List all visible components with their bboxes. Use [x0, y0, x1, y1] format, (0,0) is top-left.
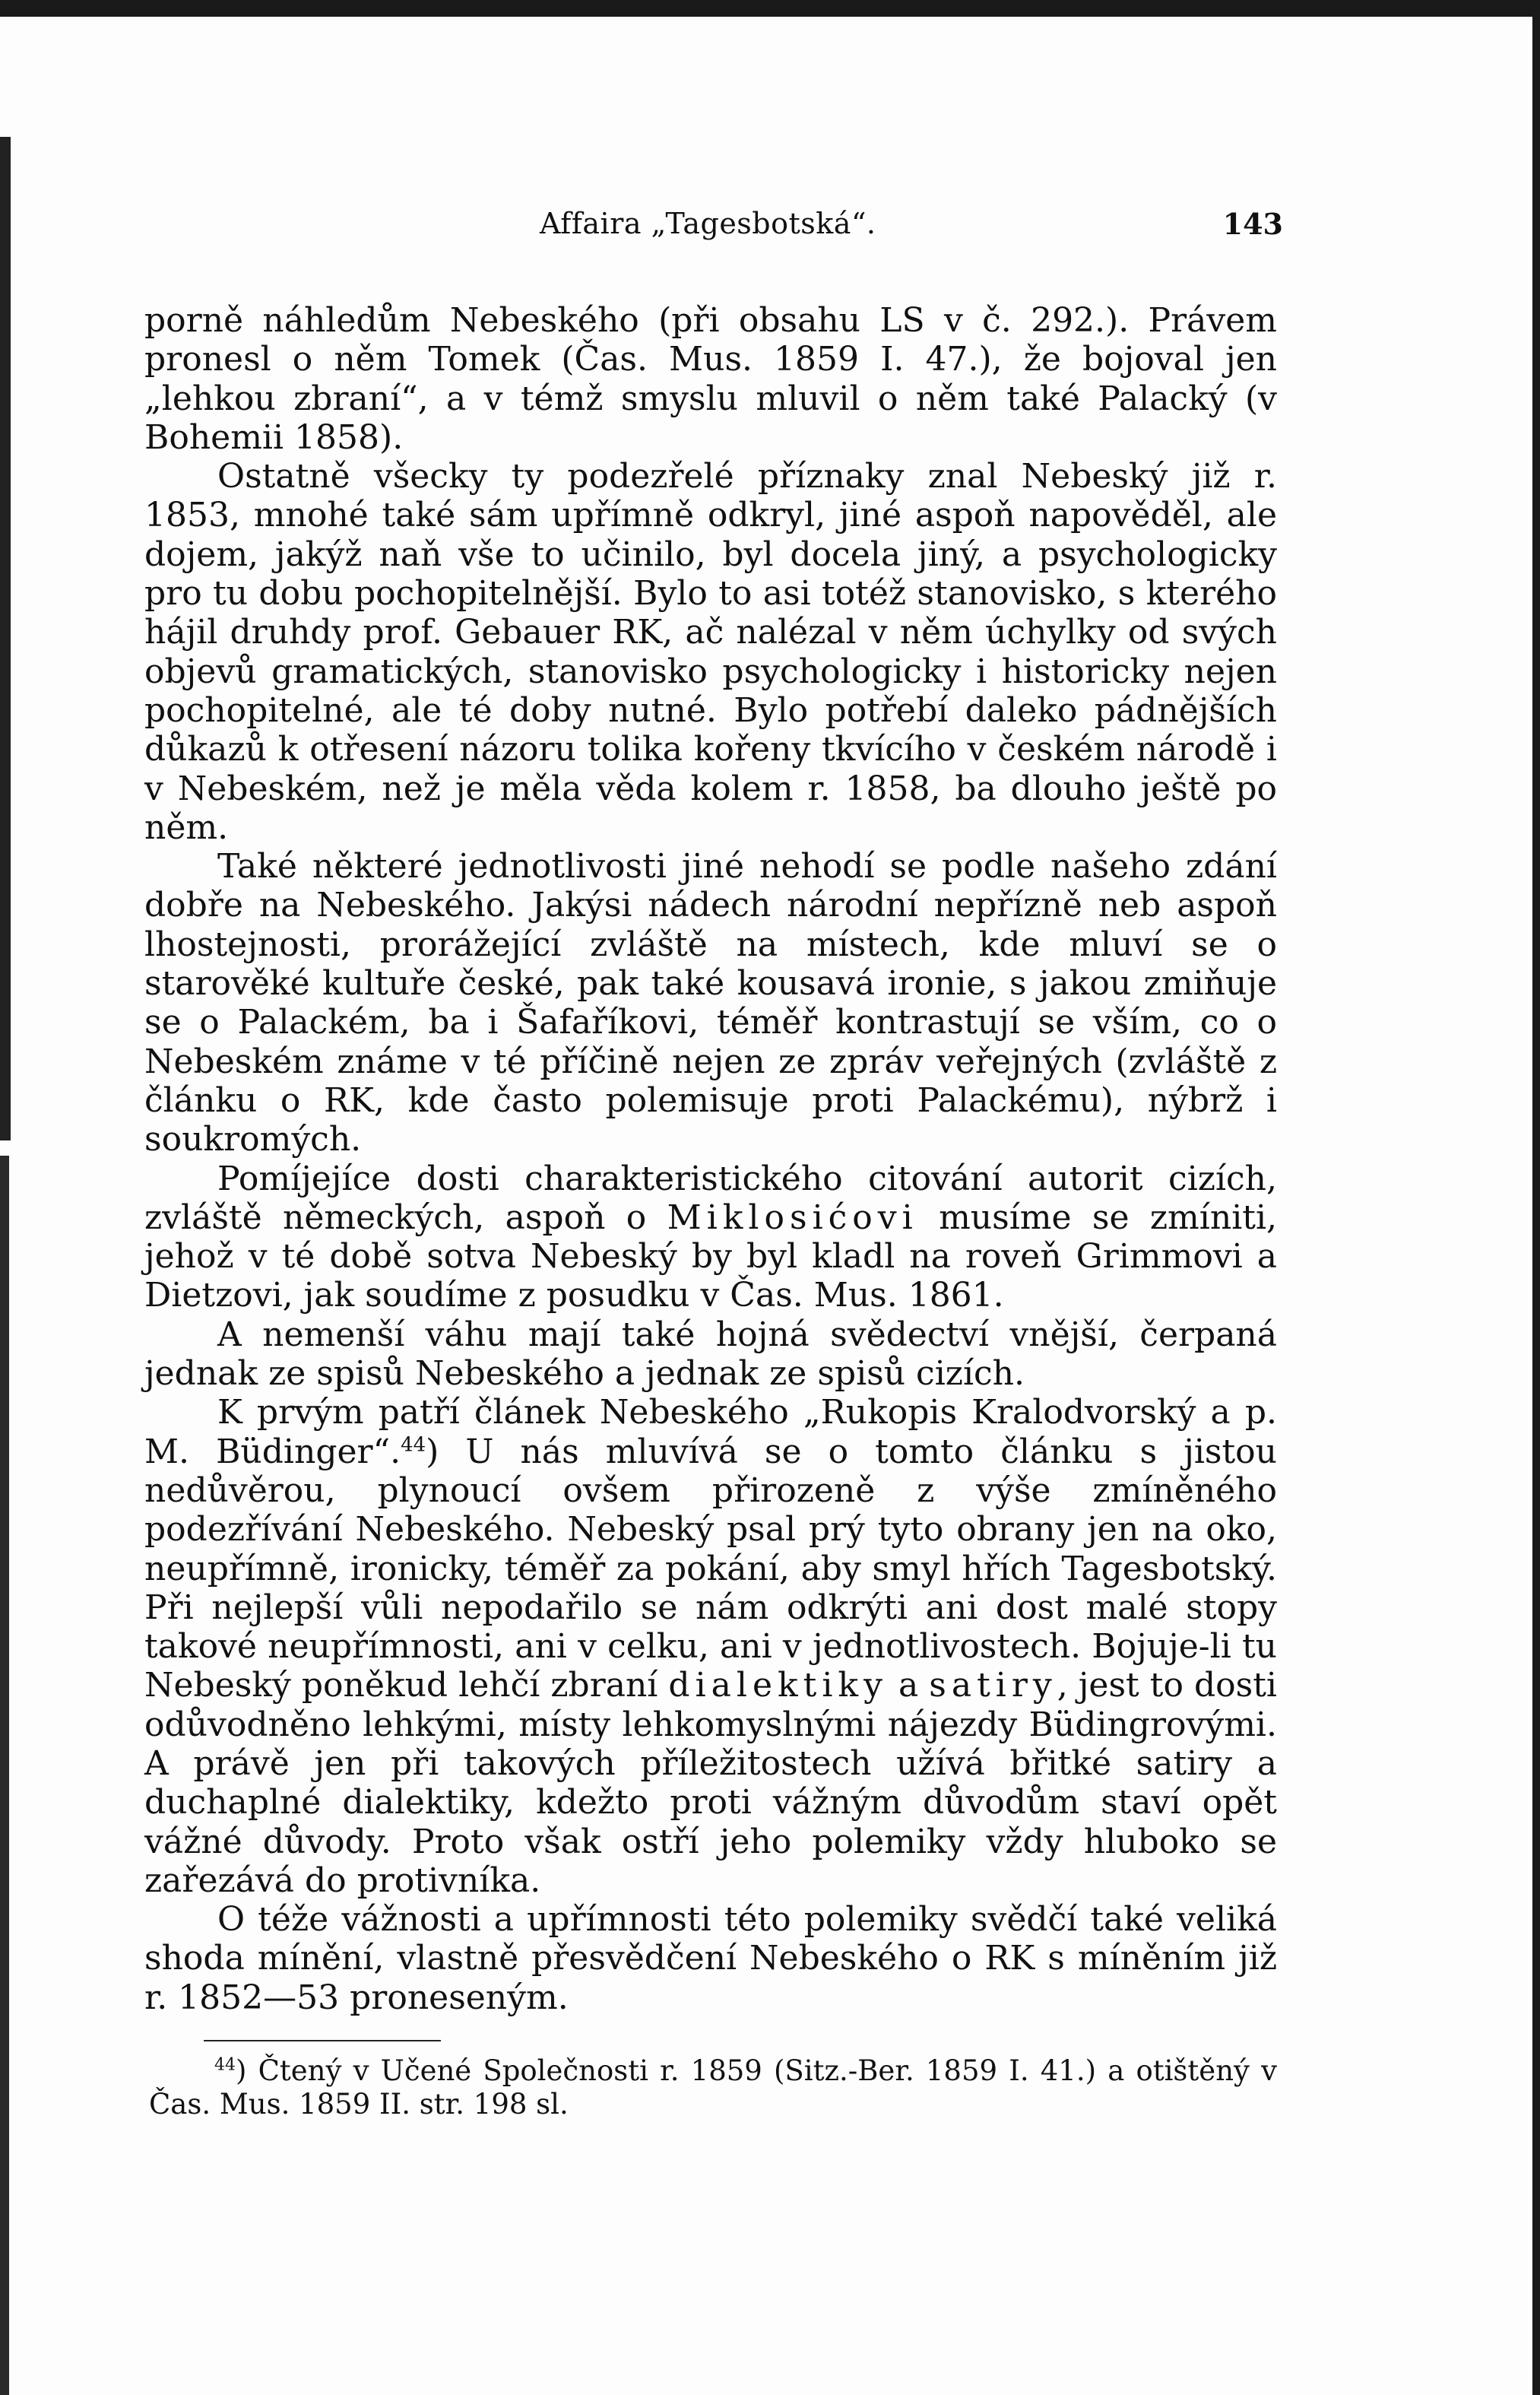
paragraph-6-start: K prvým patří článek Nebeského „Rukopis Kralodvorský a p. M. Büdinger“. [144, 1393, 1277, 1471]
paragraph-6-and: a [887, 1666, 930, 1705]
paragraph-1: porně náhledům Nebeského (při obsahu LS v č. 292.). Právem pronesl o něm Tomek (Čas. Mus. 1859 I. 47.), že bojoval jen „lehkou zbraní“, a v témž smyslu mluvil o něm také Palacký (v Bohemii 1858). [144, 301, 1277, 457]
paragraph-6-end: , jest to dosti odůvodněno lehkými, místy lehkomyslnými nájezdy Büdingrovými. A právě jen při takových příležitostech užívá břitké satiry a duchaplné dialektiky, kdežto proti vážným důvodům staví opět vážné důvody. Proto však ostří jeho polemiky vždy hluboko se zařezává do protivníka. [144, 1666, 1277, 1900]
scan-edge-left [0, 137, 11, 1140]
paragraph-4-start: Pomíjejíce dosti charakteristického citování autorit cizích, zvláště německých, aspoň o [144, 1159, 1277, 1237]
paragraph-3: Také některé jednotlivosti jiné nehodí se podle našeho zdání dobře na Nebeského. Jakýsi nádech národní nepřízně neb aspoň lhostejnosti, prorážející zvláště na místech, kde mluví se o starověké kultuře české, pak také kousavá ironie, s jakou zmiňuje se o Palackém, ba i Šafaříkovi, téměř kontrastují se vším, co o Nebeském známe v té příčině nejen ze zpráv veřejných (zvláště z článku o RK, kde často polemisuje proti Palackému), nýbrž i soukromých. [144, 847, 1277, 1159]
running-title: Affaira „Tagesbotská“. [540, 207, 876, 240]
footnote-reference[interactable]: 44 [401, 1432, 426, 1456]
paragraph-2: Ostatně všecky ty podezřelé příznaky znal Nebeský již r. 1853, mnohé také sám upřímně odkryl, jiné aspoň napověděl, ale dojem, jakýž naň vše to učinilo, byl docela jiný, a psychologicky pro tu dobu pochopitelnější. Bylo to asi totéž stanovisko, s kterého hájil druhdy prof. Gebauer RK, ač nalézal v něm úchylky od svých objevů gramatických, stanovisko psychologicky i historicky nejen pochopitelné, ale té doby nutné. Bylo potřebí daleko pádnějších důkazů k otřesení názoru tolika kořeny tkvícího v českém národě i v Nebeském, než je měla věda kolem r. 1858, ba dlouho ještě po něm. [144, 457, 1277, 847]
footnote-marker: 44 [214, 2055, 236, 2075]
paragraph-5: A nemenší váhu mají také hojná svědectví vnější, čerpaná jednak ze spisů Nebeského a jednak ze spisů cizích. [144, 1315, 1277, 1394]
spaced-name-miklosic: Miklosićovi [667, 1198, 918, 1237]
paragraph-7: O téže vážnosti a upřímnosti této polemiky svědčí také veliká shoda mínění, vlastně přesvědčení Nebeského o RK s míněním již r. 1852—53 proneseným. [144, 1900, 1277, 2017]
paragraph-6 [144, 1393, 1277, 1900]
footnote-divider [204, 2040, 441, 2041]
spaced-word-dialektiky: dialektiky [668, 1666, 888, 1705]
paragraph-4 [144, 1159, 1277, 1315]
page-number: 143 [1222, 207, 1283, 241]
footnotes [149, 2054, 1277, 2121]
footnote-text: ) Čtený v Učené Společnosti r. 1859 (Sitz.-Ber. 1859 I. 41.) a otištěný v Čas. Mus. 1859 II. str. 198 sl. [149, 2054, 1277, 2121]
paragraph-6-middle: ) U nás mluvívá se o tomto článku s jistou nedůvěrou, plynoucí ovšem přirozeně z výše zmíněného podezřívání Nebeského. Nebeský psal prý tyto obrany jen na oko, neupřímně, ironicky, téměř za pokání, aby smyl hřích Tagesbotský. Při nejlepší vůli nepodařilo se nám odkrýti ani dost malé stopy takové neupřímnosti, ani v celku, ani v jednotlivostech. Bojuje-li tu Nebeský poněkud lehčí zbraní [144, 1432, 1277, 1705]
paragraph-4-end: musíme se zmíniti, jehož v té době sotva Nebeský by byl kladl na roveň Grimmovi a Dietzovi, jak soudíme z posudku v Čas. Mus. 1861. [144, 1198, 1278, 1315]
running-head [151, 207, 1283, 245]
body-text [144, 301, 1277, 2017]
scan-edge-right [1532, 0, 1540, 2395]
scan-edge-left-lower [0, 1156, 9, 2395]
footnote-44 [149, 2054, 1277, 2121]
spaced-word-satiry: satiry [929, 1666, 1057, 1705]
scan-edge-top [0, 0, 1540, 17]
